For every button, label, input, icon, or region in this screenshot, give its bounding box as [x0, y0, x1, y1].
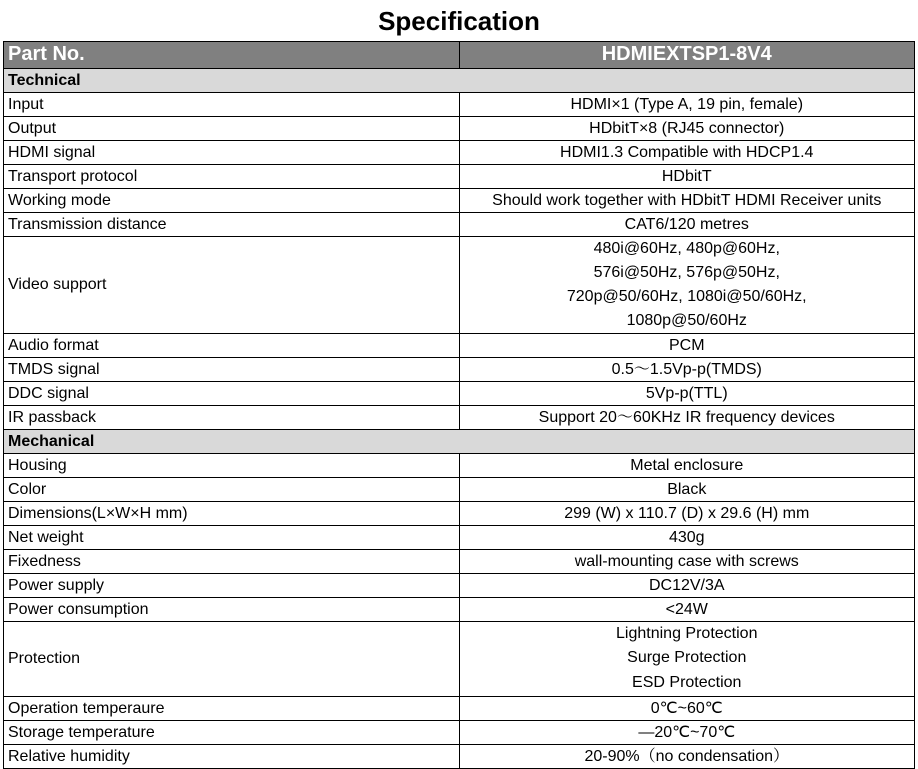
page-title: Specification	[4, 5, 915, 41]
spec-value: <24W	[459, 597, 915, 621]
spec-label: Operation temperaure	[4, 696, 460, 720]
spec-value: HDbitT×8 (RJ45 connector)	[459, 116, 915, 140]
protection-item: Lightning Protection	[616, 624, 758, 642]
spec-value: 299 (W) x 110.7 (D) x 29.6 (H) mm	[459, 501, 915, 525]
spec-label: Output	[4, 116, 460, 140]
spec-value-protection	[459, 621, 915, 696]
section-label-mechanical: Mechanical	[4, 429, 915, 453]
spec-label: Housing	[4, 453, 460, 477]
part-number-value: HDMIEXTSP1-8V4	[459, 41, 915, 68]
spec-row-power-supply	[4, 573, 915, 597]
spec-value: CAT6/120 metres	[459, 212, 915, 236]
spec-label: Power consumption	[4, 597, 460, 621]
spec-row-output	[4, 116, 915, 140]
spec-value: 430g	[459, 525, 915, 549]
part-number-row	[4, 41, 915, 68]
spec-row-net-weight	[4, 525, 915, 549]
spec-row-housing	[4, 453, 915, 477]
spec-value: HDMI1.3 Compatible with HDCP1.4	[459, 140, 915, 164]
spec-value: PCM	[459, 333, 915, 357]
spec-label: Dimensions(L×W×H mm)	[4, 501, 460, 525]
protection-item: ESD Protection	[632, 673, 742, 691]
spec-row-operation-temperature	[4, 696, 915, 720]
spec-row-dimensions	[4, 501, 915, 525]
spec-label: Net weight	[4, 525, 460, 549]
spec-label: Storage temperature	[4, 720, 460, 744]
spec-row-input	[4, 92, 915, 116]
spec-value: HDbitT	[459, 164, 915, 188]
spec-label: Audio format	[4, 333, 460, 357]
spec-row-tmds-signal	[4, 357, 915, 381]
spec-value: 480i@60Hz, 480p@60Hz, 576i@50Hz, 576p@50Hz, 720p@50/60Hz, 1080i@50/60Hz, 1080p@50/60Hz	[459, 236, 915, 333]
spec-value: Metal enclosure	[459, 453, 915, 477]
spec-row-fixedness	[4, 549, 915, 573]
spec-label: DDC signal	[4, 381, 460, 405]
spec-row-working-mode	[4, 188, 915, 212]
spec-row-video-support	[4, 236, 915, 333]
spec-label: Fixedness	[4, 549, 460, 573]
spec-value: 0℃~60℃	[459, 696, 915, 720]
spec-label: Transport protocol	[4, 164, 460, 188]
spec-row-storage-temperature	[4, 720, 915, 744]
spec-value: Black	[459, 477, 915, 501]
spec-label: Color	[4, 477, 460, 501]
spec-row-relative-humidity	[4, 744, 915, 768]
spec-label: TMDS signal	[4, 357, 460, 381]
spec-label: Power supply	[4, 573, 460, 597]
title-row	[4, 5, 915, 41]
section-label-technical: Technical	[4, 68, 915, 92]
protection-item: Surge Protection	[627, 649, 747, 667]
spec-row-ddc-signal	[4, 381, 915, 405]
spec-row-hdmi-signal	[4, 140, 915, 164]
spec-value: 0.5～1.5Vp-p(TMDS)	[459, 357, 915, 381]
spec-value: 5Vp-p(TTL)	[459, 381, 915, 405]
spec-value: —20℃~70℃	[459, 720, 915, 744]
section-technical	[4, 68, 915, 92]
spec-label: Video support	[4, 236, 460, 333]
spec-label: Working mode	[4, 188, 460, 212]
spec-label: HDMI signal	[4, 140, 460, 164]
spec-value: 20-90%（no condensation）	[459, 744, 915, 768]
spec-value: DC12V/3A	[459, 573, 915, 597]
spec-label: Input	[4, 92, 460, 116]
spec-row-transport-protocol	[4, 164, 915, 188]
spec-row-power-consumption	[4, 597, 915, 621]
spec-label: IR passback	[4, 405, 460, 429]
spec-row-color	[4, 477, 915, 501]
part-number-label: Part No.	[4, 41, 460, 68]
spec-row-protection	[4, 621, 915, 696]
spec-value: HDMI×1 (Type A, 19 pin, female)	[459, 92, 915, 116]
spec-label: Relative humidity	[4, 744, 460, 768]
spec-value: Should work together with HDbitT HDMI Receiver units	[459, 188, 915, 212]
specification-table	[3, 5, 915, 769]
section-mechanical	[4, 429, 915, 453]
spec-value: wall-mounting case with screws	[459, 549, 915, 573]
spec-row-transmission-distance	[4, 212, 915, 236]
spec-row-audio-format	[4, 333, 915, 357]
spec-value: Support 20～60KHz IR frequency devices	[459, 405, 915, 429]
spec-row-ir-passback	[4, 405, 915, 429]
spec-label: Protection	[4, 621, 460, 696]
spec-label: Transmission distance	[4, 212, 460, 236]
